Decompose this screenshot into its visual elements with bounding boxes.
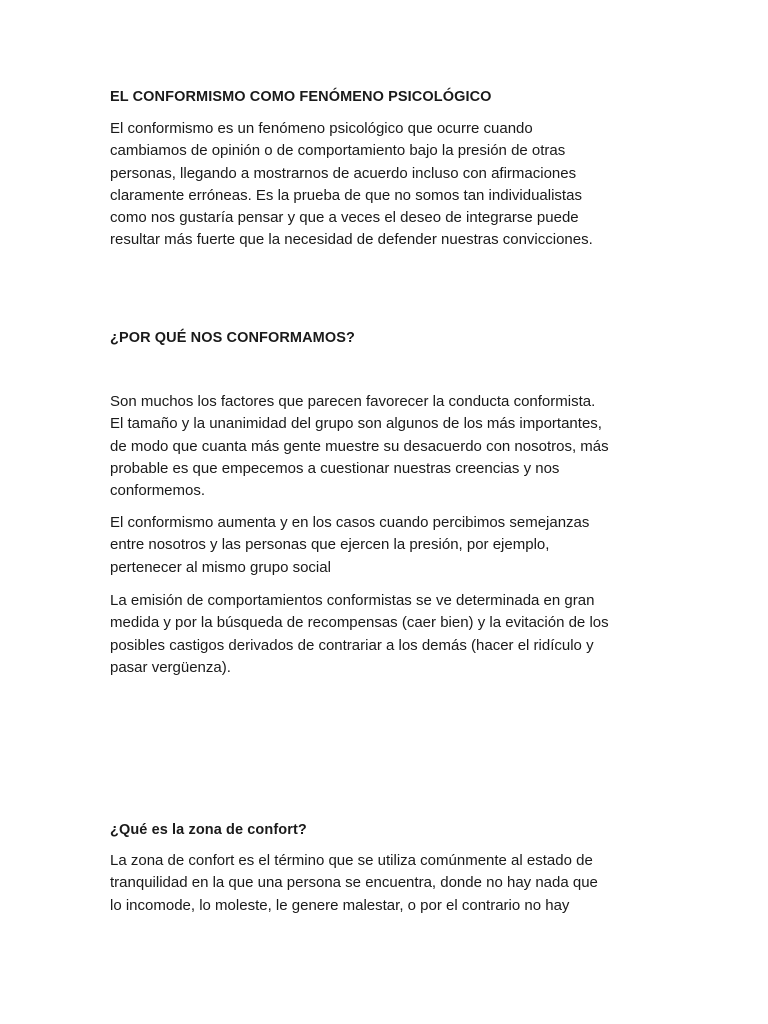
- section-heading-zona-confort: ¿Qué es la zona de confort?: [110, 822, 307, 838]
- section-heading-por-que: ¿POR QUÉ NOS CONFORMAMOS?: [110, 330, 355, 346]
- paragraph-zona-confort: La zona de confort es el término que se utiliza comúnmente al estado de tranquilidad en la que una persona se encuentra, donde no hay nada que lo incomode, lo moleste, le genere malestar, o por el contrario no hay: [110, 852, 598, 914]
- paragraph-conformismo-definicion: El conformismo es un fenómeno psicológico que ocurre cuando cambiamos de opinión o de comportamiento bajo la presión de otras personas, llegando a mostrarnos de acuerdo incluso con afirmaciones claramente erróneas. Es la prueba de que no somos tan individualistas como nos gustaría pensar y que a veces el deseo de integrarse puede resultar más fuerte que la necesidad de defender nuestras convicciones.: [110, 120, 593, 249]
- paragraph-factores: Son muchos los factores que parecen favorecer la conducta conformista. El tamaño y la unanimidad del grupo son algunos de los más importantes, de modo que cuanta más gente muestre su desacuerdo con nosotros, más probable es que empecemos a cuestionar nuestras creencias y nos conformemos.: [110, 393, 609, 500]
- paragraph-semejanzas: El conformismo aumenta y en los casos cuando percibimos semejanzas entre nosotros y las personas que ejercen la presión, por ejemplo, pertenecer al mismo grupo social: [110, 514, 590, 576]
- paragraph-recompensas: La emisión de comportamientos conformistas se ve determinada en gran medida y por la búsqueda de recompensas (caer bien) y la evitación de los posibles castigos derivados de contrariar a los demás (hacer el ridículo y pasar vergüenza).: [110, 592, 609, 676]
- section-heading-conformismo: EL CONFORMISMO COMO FENÓMENO PSICOLÓGICO: [110, 89, 492, 105]
